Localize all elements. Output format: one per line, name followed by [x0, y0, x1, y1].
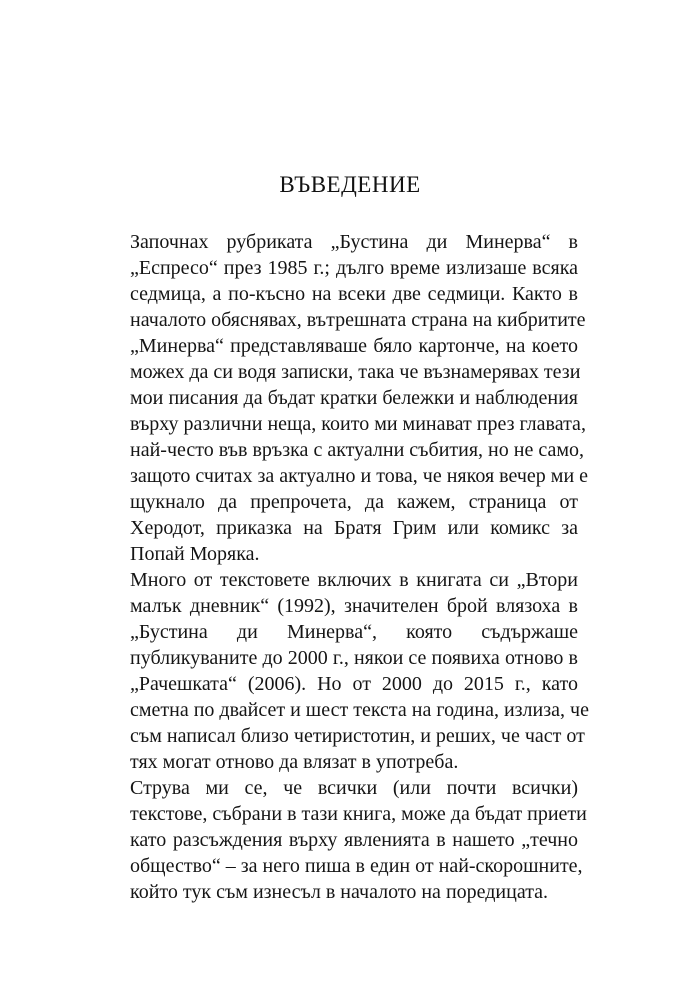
text-line: „Бустина ди Минерва“, която съдържаше [130, 621, 578, 643]
chapter-body [130, 229, 589, 905]
text-line: публикуваните до 2000 г., някои се появиха отново в [130, 647, 578, 669]
text-line: „Рачешката“ (2006). Но от 2000 до 2015 г., като [130, 673, 578, 695]
paragraph-2 [130, 567, 589, 775]
text-line: началото обяснявах, вътрешната страна на кибритите [130, 309, 586, 331]
text-line: седмица, а по-късно на всеки две седмици. Както в [130, 283, 578, 305]
text-line: Херодот, приказка на Братя Грим или комикс за [130, 517, 578, 539]
chapter-title: ВЪВЕДЕНИЕ [279, 172, 421, 197]
paragraph-1 [130, 229, 589, 567]
text-line: съм написал близо четиристотин, и реших, че част от [130, 725, 585, 747]
text-line: който тук съм изнесъл в началото на поредицата. [130, 881, 549, 903]
text-line: мои писания да бъдат кратки бележки и наблюдения [130, 387, 578, 409]
text-line: общество“ – за него пиша в един от най-скорошните, [130, 855, 583, 877]
text-line: текстове, събрани в тази книга, може да бъдат приети [130, 803, 587, 825]
text-line: можех да си водя записки, така че възнамерявах тези [130, 361, 581, 383]
text-line: най-често във връзка с актуални събития, но не само, [130, 439, 584, 461]
text-line: Много от текстовете включих в книгата си „Втори [130, 569, 578, 591]
text-line: щукнало да препрочета, да кажем, страница от [130, 491, 578, 513]
text-line: защото считах за актуално и това, че някоя вечер ми е [130, 465, 589, 487]
text-line: Започнах рубриката „Бустина ди Минерва“ в [130, 231, 578, 253]
text-line: върху различни неща, които ми минават през главата, [130, 413, 586, 435]
text-line: Струва ми се, че всички (или почти всички) [130, 777, 578, 799]
paragraph-3 [130, 775, 587, 905]
text-line: тях могат отново да влязат в употреба. [130, 751, 459, 773]
text-line: „Еспресо“ през 1985 г.; дълго време излизаше всяка [130, 257, 578, 279]
text-line: „Минерва“ представляваше бяло картонче, на което [130, 335, 578, 357]
text-line: малък дневник“ (1992), значителен брой влязоха в [130, 595, 578, 617]
text-line: Попай Моряка. [130, 543, 260, 565]
text-line: сметна по двайсет и шест текста на година, излиза, че [130, 699, 589, 721]
text-line: като разсъждения върху явленията в нашето „течно [130, 829, 578, 851]
